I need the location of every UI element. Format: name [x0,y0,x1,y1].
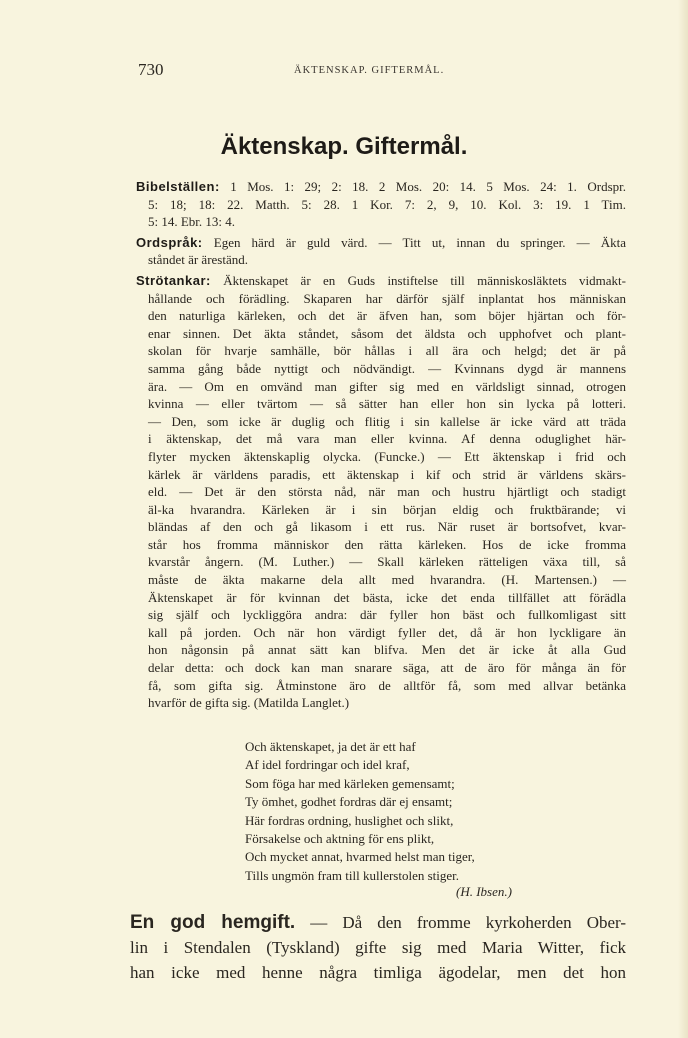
strotankar-line: ära. — Om en omvänd man gifter sig med en världsligt sinnad, otrogen [148,378,626,394]
bibelstallen-line: 5: 14. Ebr. 13: 4. [148,214,236,230]
strotankar-paragraph [136,272,626,712]
strotankar-line: står hos fromma människor den rätta kärleken. Hos de icke fromma [148,536,626,552]
poem-line: Försakelse och aktning för ens plikt, [245,831,435,847]
strotankar-line: flyter mycken äktenskaplig olycka. (Funcke.) — Ett äktenskap i frid och [148,448,626,464]
strotankar-line: äl-ka hvarandra. Kärleken är i sin början eldig och fruktbärande; vi [148,501,626,517]
page-header [138,60,628,84]
strotankar-line: i äktenskap, det må vara man eller kvinna. Af denna oduglighet här- [148,431,626,447]
strotankar-line: kvarstår ångern. (M. Luther.) — Skall kärleken rätteligen växa till, så [148,554,626,570]
strotankar-line: kvinna — eller tvärtom — så sätter han eller hon sin lycka på lotteri. [148,396,626,412]
section-heading: En god hemgift. [130,912,296,933]
section-line: — Då den fromme kyrkoherden Ober- [295,913,626,932]
page-title: Äktenskap. Giftermål. [220,133,468,160]
strotankar-label: Strötankar: [136,272,211,288]
section-line: han icke med henne några timliga ägodelar, men det hon [130,963,626,982]
strotankar-line: enar sinnen. Det äkta ståndet, såsom det äldsta och upphofvet och plant- [148,325,626,341]
ordsprak-paragraph [136,234,626,269]
poem-line: Af idel fordringar och idel kraf, [245,757,410,773]
page-number: 730 [138,60,164,79]
strotankar-line: samma gång både nyttigt och nödvändigt. — Kvinnans dygd är mannens [148,360,626,376]
poem-line: Tills ungmön fram till kullerstolen stiger. [245,867,460,883]
strotankar-line: — Den, som icke är duglig och flitig i sin kallelse är icke värd att träda [148,413,626,429]
strotankar-line: skolan för hvarje samhälle, bör hållas i all ära och helgd; det är på [148,343,626,359]
bibelstallen-label: Bibelställen: [136,179,220,194]
bibelstallen-line: 1 Mos. 1: 29; 2: 18. 2 Mos. 20: 14. 5 Mos. 24: 1. Ordspr. [230,179,626,194]
section-line: lin i Stendalen (Tyskland) gifte sig med Maria Witter, fick [130,938,626,957]
poem-attribution: (H. Ibsen.) [456,884,512,899]
strotankar-line: hon någonsin på annat sätt kan blifva. Men det är icke åt alla Gud [148,642,626,658]
main-text [136,178,626,715]
bibelstallen-line: 5: 18; 18: 22. Matth. 5: 28. 1 Kor. 7: 2, 9, 10. Kol. 3: 19. 1 Tim. [148,196,626,212]
strotankar-line: eld. — Det är den största nåd, när man och hustru hjärtligt och stadigt [148,484,626,500]
strotankar-line: bländas af den och gå likasom i ett rus. När ruset är bortsofvet, kvar- [148,519,626,535]
ordsprak-label: Ordspråk: [136,234,203,250]
strotankar-line: sig själf och lyckliggöra andra: där fyller hon bäst och fullkomligast sitt [148,607,626,623]
strotankar-line: hvarför de gifta sig. (Matilda Langlet.) [148,695,350,711]
bibelstallen-paragraph [136,178,626,231]
strotankar-line: måste de äkta makarne dela allt med hvarandra. (H. Martensen.) — [148,572,626,588]
strotankar-line: den naturliga kärleken, och det är äfven han, som böjer hjärtan och för- [148,308,626,324]
strotankar-line: kärlek är världens paradis, ett äktenskap i kif och strid är världens skärs- [148,466,626,482]
section-en-god-hemgift [130,910,626,985]
poem [245,738,515,885]
strotankar-line: kall på jorden. Och när hon värdigt fyller det, då är hon lyckligare än [148,624,626,640]
strotankar-line: Äktenskapet är en Guds instiftelse till människosläktets vidmakt- [223,272,626,288]
strotankar-line: få, som gifta sig. Åtminstone äro de alltför få, som med allvar betänka [148,677,626,693]
strotankar-body [136,290,626,712]
strotankar-line: Äktenskapet är för kvinnan det bästa, icke det enda tillfället att förädla [148,589,626,605]
ordsprak-line: Egen härd är guld värd. — Titt ut, innan du springer. — Äkta [213,234,627,250]
poem-line: Som föga har med kärleken gemensamt; [245,775,455,791]
ordsprak-line: ståndet är äreständ. [148,252,248,268]
running-head: ÄKTENSKAP. GIFTERMÅL. [294,65,445,76]
poem-line: Här fordras ordning, huslighet och slikt, [245,812,454,828]
poem-line: Och mycket annat, hvarmed helst man tiger, [245,849,475,865]
strotankar-line: hållande och förädling. Skaparen har därför själf inplantat hos människan [148,290,626,306]
poem-line: Ty ömhet, godhet fordras där ej ensamt; [245,794,453,810]
poem-line: Och äktenskapet, ja det är ett haf [245,739,416,754]
strotankar-line: delar detta: och dock kan man snarare säga, att de äro för många än för [148,660,626,676]
